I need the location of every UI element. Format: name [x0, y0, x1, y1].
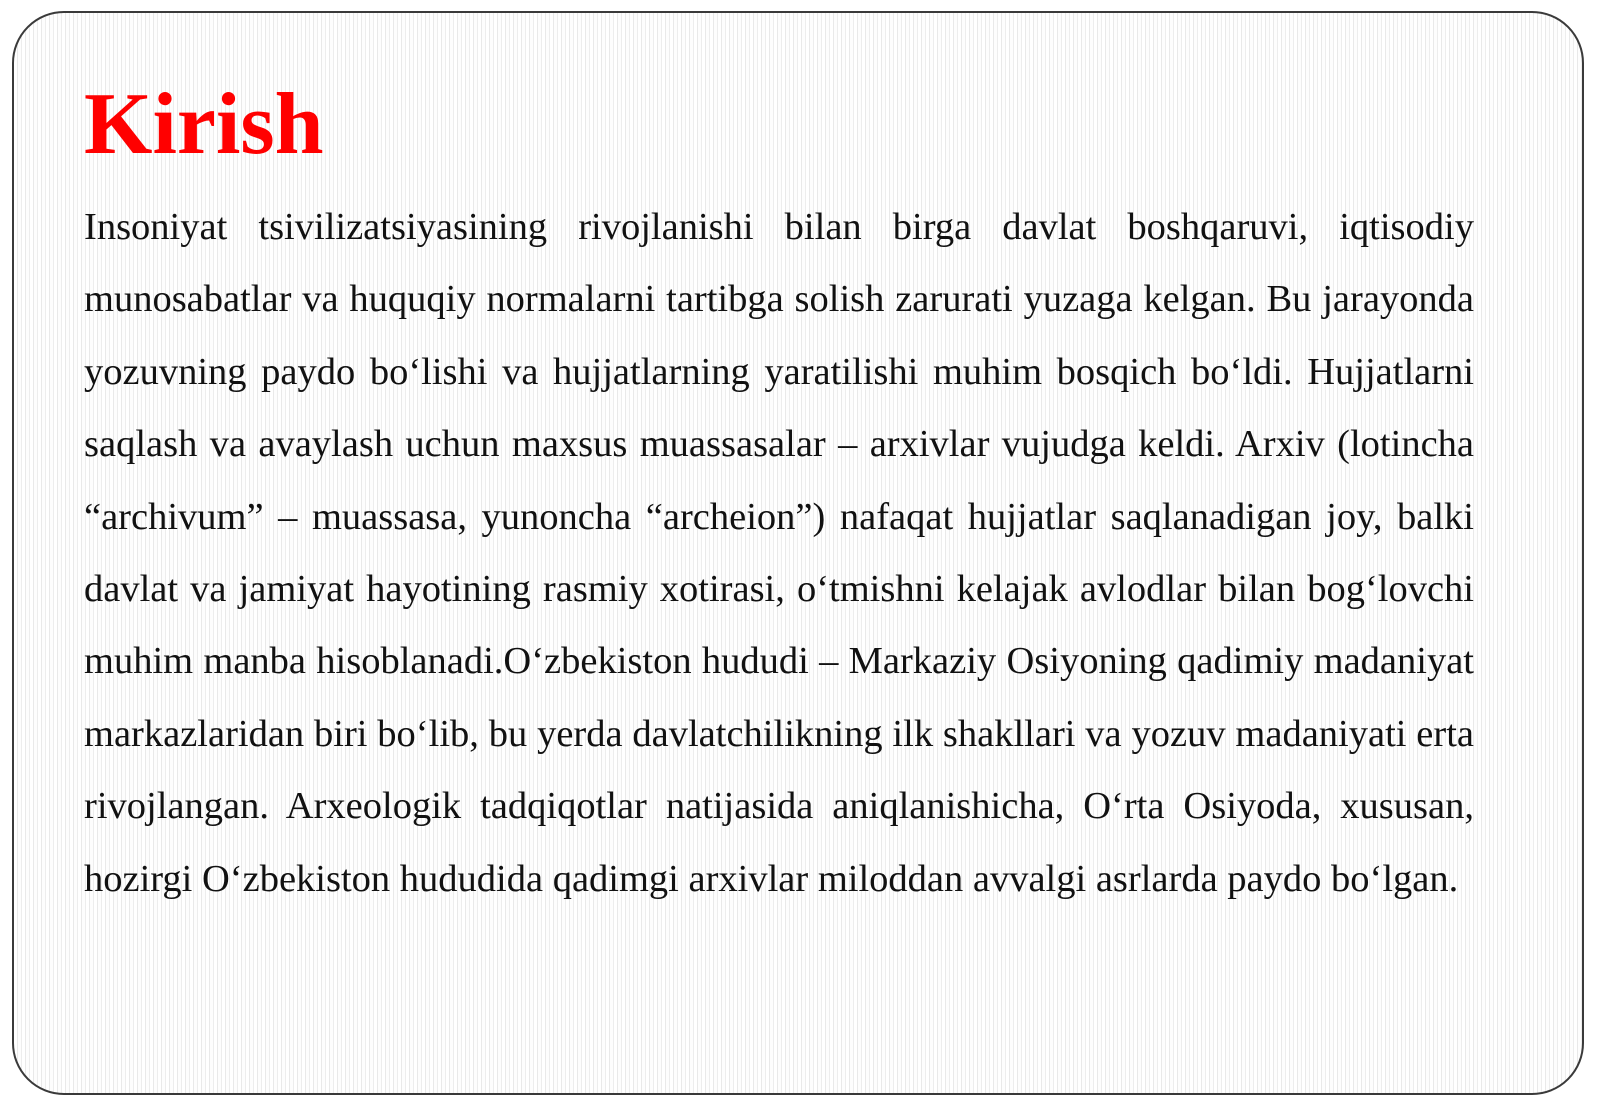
- slide-body-text: Insoniyat tsivilizatsiyasining rivojlanishi bilan birga davlat boshqaruvi, iqtisodiy munosabatlar va huquqiy normalarni tartibga solish zarurati yuzaga kelgan. Bu jarayonda yozuvning paydo bo‘lishi va hujjatlarning yaratilishi muhim bosqich bo‘ldi. Hujjatlarni saqlash va avaylash uchun maxsus muassasalar – arxivlar vujudga keldi. Arxiv (lotincha “archivum” – muassasa, yunoncha “archeion”) nafaqat hujjatlar saqlanadigan joy, balki davlat va jamiyat hayotining rasmiy xotirasi, o‘tmishni kelajak avlodlar bilan bog‘lovchi muhim manba hisoblanadi.O‘zbekiston hududi – Markaziy Osiyoning qadimiy madaniyat markazlaridan biri bo‘lib, bu yerda davlatchilikning ilk shakllari va yozuv madaniyati erta rivojlangan. Arxeologik tadqiqotlar natijasida aniqlanishicha, O‘rta Osiyoda, xususan, hozirgi O‘zbekiston hududida qadimgi arxivlar miloddan avvalgi asrlarda paydo bo‘lgan.: [84, 206, 1474, 900]
- slide-title: Kirish: [84, 76, 324, 173]
- slide-frame: [12, 11, 1584, 1095]
